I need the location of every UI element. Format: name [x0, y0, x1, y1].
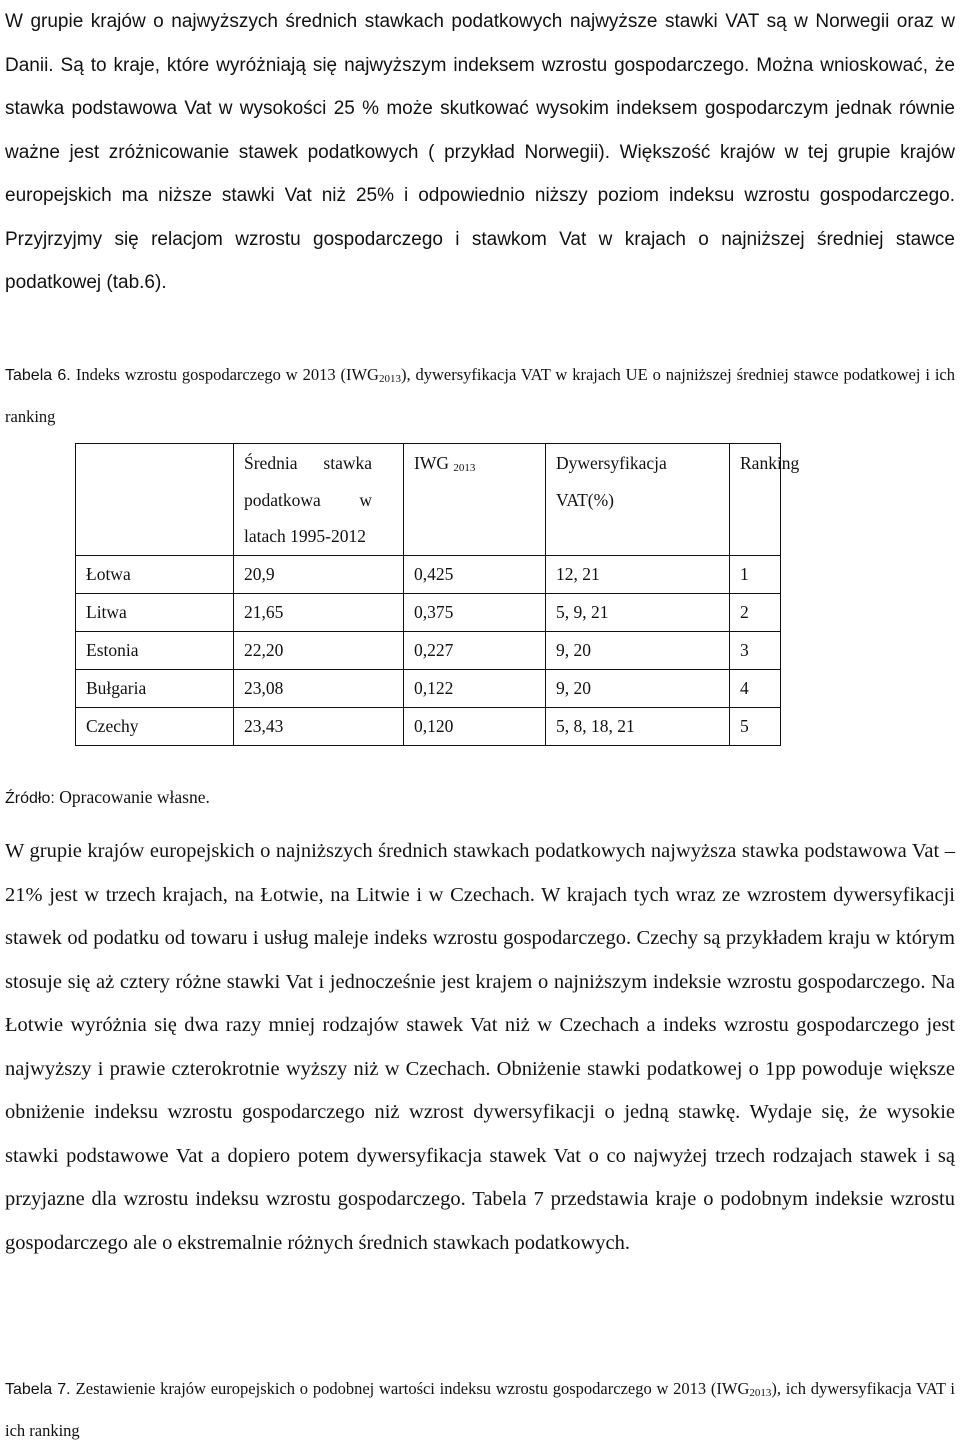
- table7-caption-lead: Tabela 7.: [5, 1381, 76, 1398]
- source-label: Źródło:: [5, 790, 60, 807]
- table-cell-vat: 12, 21: [546, 555, 730, 593]
- discussion-paragraph: W grupie krajów europejskich o najniższych średnich stawkach podatkowych najwyższa stawka podstawowa Vat – 21% jest w trzech krajach, na Łotwie, na Litwie i w Czechach. W krajach tych wraz ze wzrostem dywersyfikacji stawek od podatku od towaru i usług maleje indeks wzrostu gospodarczego. Czechy są przykładem kraju w którym stosuje się aż cztery różne stawki Vat i jednocześnie jest krajem o najniższym indeksie wzrostu gospodarczego. Na Łotwie wyróżnia się dwa razy mniej rodzajów stawek Vat niż w Czechach a indeks wzrostu gospodarczego jest najwyższy i prawie czterokrotnie wyższy niż w Czechach. Obniżenie stawki podatkowej o 1pp powoduje większe obniżenie indeksu wzrostu gospodarczego niż wzrost dywersyfikacji o jedną stawkę. Wydaje się, że wysokie stawki podstawowe Vat a dopiero potem dywersyfikacja stawek Vat o co najwyżej trzech rodzajach stawek i są przyjazne dla wzrostu indeksu wzrostu gospodarczego. Tabela 7 przedstawia kraje o podobnym indeksie wzrostu gospodarczego ale o ekstremalnie różnych średnich stawkach podatkowych.: [5, 840, 955, 1254]
- table6: [75, 443, 800, 746]
- table6-header-avg-rate-label: Średnia stawka podatkowa w latach 1995-2012: [244, 453, 372, 546]
- table-cell-rank: 1: [730, 555, 781, 593]
- table-cell-rank: 5: [730, 707, 781, 745]
- table-cell-vat: 9, 20: [546, 631, 730, 669]
- table-cell-rank: 3: [730, 631, 781, 669]
- table-cell-vat: 5, 9, 21: [546, 593, 730, 631]
- table-cell-iwg: 0,120: [404, 707, 546, 745]
- table6-header-country: [76, 444, 234, 556]
- table6-caption-lead: Tabela 6.: [5, 367, 76, 384]
- table6-source-note: [5, 783, 210, 813]
- table-cell-avg-rate: 20,9: [234, 555, 404, 593]
- table-cell-vat: 9, 20: [546, 669, 730, 707]
- table-cell-rank: 4: [730, 669, 781, 707]
- table-cell-country: Bułgaria: [76, 669, 234, 707]
- table-row: [76, 631, 781, 669]
- table6-caption-text: Indeks wzrostu gospodarczego w 2013 (IWG: [75, 365, 379, 384]
- table-row: [76, 555, 781, 593]
- table-cell-avg-rate: 23,08: [234, 669, 404, 707]
- table7-caption-text: Zestawienie krajów europejskich o podobnej wartości indeksu wzrostu gospodarczego w 2013 (IWG: [75, 1379, 750, 1398]
- table-cell-country: Czechy: [76, 707, 234, 745]
- table-row: [76, 707, 781, 745]
- table6-header-iwg-label: IWG: [414, 453, 449, 473]
- table-cell-avg-rate: 23,43: [234, 707, 404, 745]
- table-cell-avg-rate: 21,65: [234, 593, 404, 631]
- table6-header-iwg-subscript: 2013: [453, 462, 476, 474]
- table-cell-rank: 2: [730, 593, 781, 631]
- table-cell-iwg: 0,227: [404, 631, 546, 669]
- table-cell-country: Litwa: [76, 593, 234, 631]
- table-cell-country: Łotwa: [76, 555, 234, 593]
- table-cell-iwg: 0,122: [404, 669, 546, 707]
- intro-paragraph: W grupie krajów o najwyższych średnich stawkach podatkowych najwyższe stawki VAT są w Norwegii oraz w Danii. Są to kraje, które wyróżniają się najwyższym indeksem wzrostu gospodarczego. Można wnioskować, że stawka podstawowa Vat w wysokości 25 % może skutkować wysokim indeksem gospodarczym jednak równie ważne jest zróżnicowanie stawek podatkowych ( przykład Norwegii). Większość krajów w tej grupie krajów europejskich ma niższe stawki Vat niż 25% i odpowiednio niższy poziom indeksu wzrostu gospodarczego. Przyjrzyjmy się relacjom wzrostu gospodarczego i stawkom Vat w krajach o najniższej średniej stawce podatkowej (tab.6).: [5, 11, 955, 293]
- table-cell-avg-rate: 22,20: [234, 631, 404, 669]
- table6-header-iwg: [404, 444, 546, 556]
- table-row: [76, 669, 781, 707]
- table7-caption-text-end: ), ich dywersyfikacja VAT i ich ranking: [5, 1379, 955, 1440]
- table6-caption-subscript: 2013: [378, 373, 401, 385]
- table6-caption: [5, 356, 955, 435]
- table-cell-country: Estonia: [76, 631, 234, 669]
- table6-header-diversification-label: Dywersyfikacja VAT(%): [556, 453, 667, 510]
- table7-caption-subscript: 2013: [749, 1387, 772, 1399]
- table6-header-row: [76, 444, 781, 556]
- table6-header-ranking: Ranking: [730, 444, 781, 556]
- table-cell-vat: 5, 8, 18, 21: [546, 707, 730, 745]
- table-cell-iwg: 0,375: [404, 593, 546, 631]
- table-row: [76, 593, 781, 631]
- table7-caption: [5, 1370, 955, 1449]
- table6-header-diversification: [546, 444, 730, 556]
- table-cell-iwg: 0,425: [404, 555, 546, 593]
- table6-caption-text-end: ), dywersyfikacja VAT w krajach UE o najniższej średniej stawce podatkowej i ich ranking: [5, 365, 955, 426]
- source-text: Opracowanie własne.: [59, 787, 210, 807]
- table6-header-avg-rate: [234, 444, 404, 556]
